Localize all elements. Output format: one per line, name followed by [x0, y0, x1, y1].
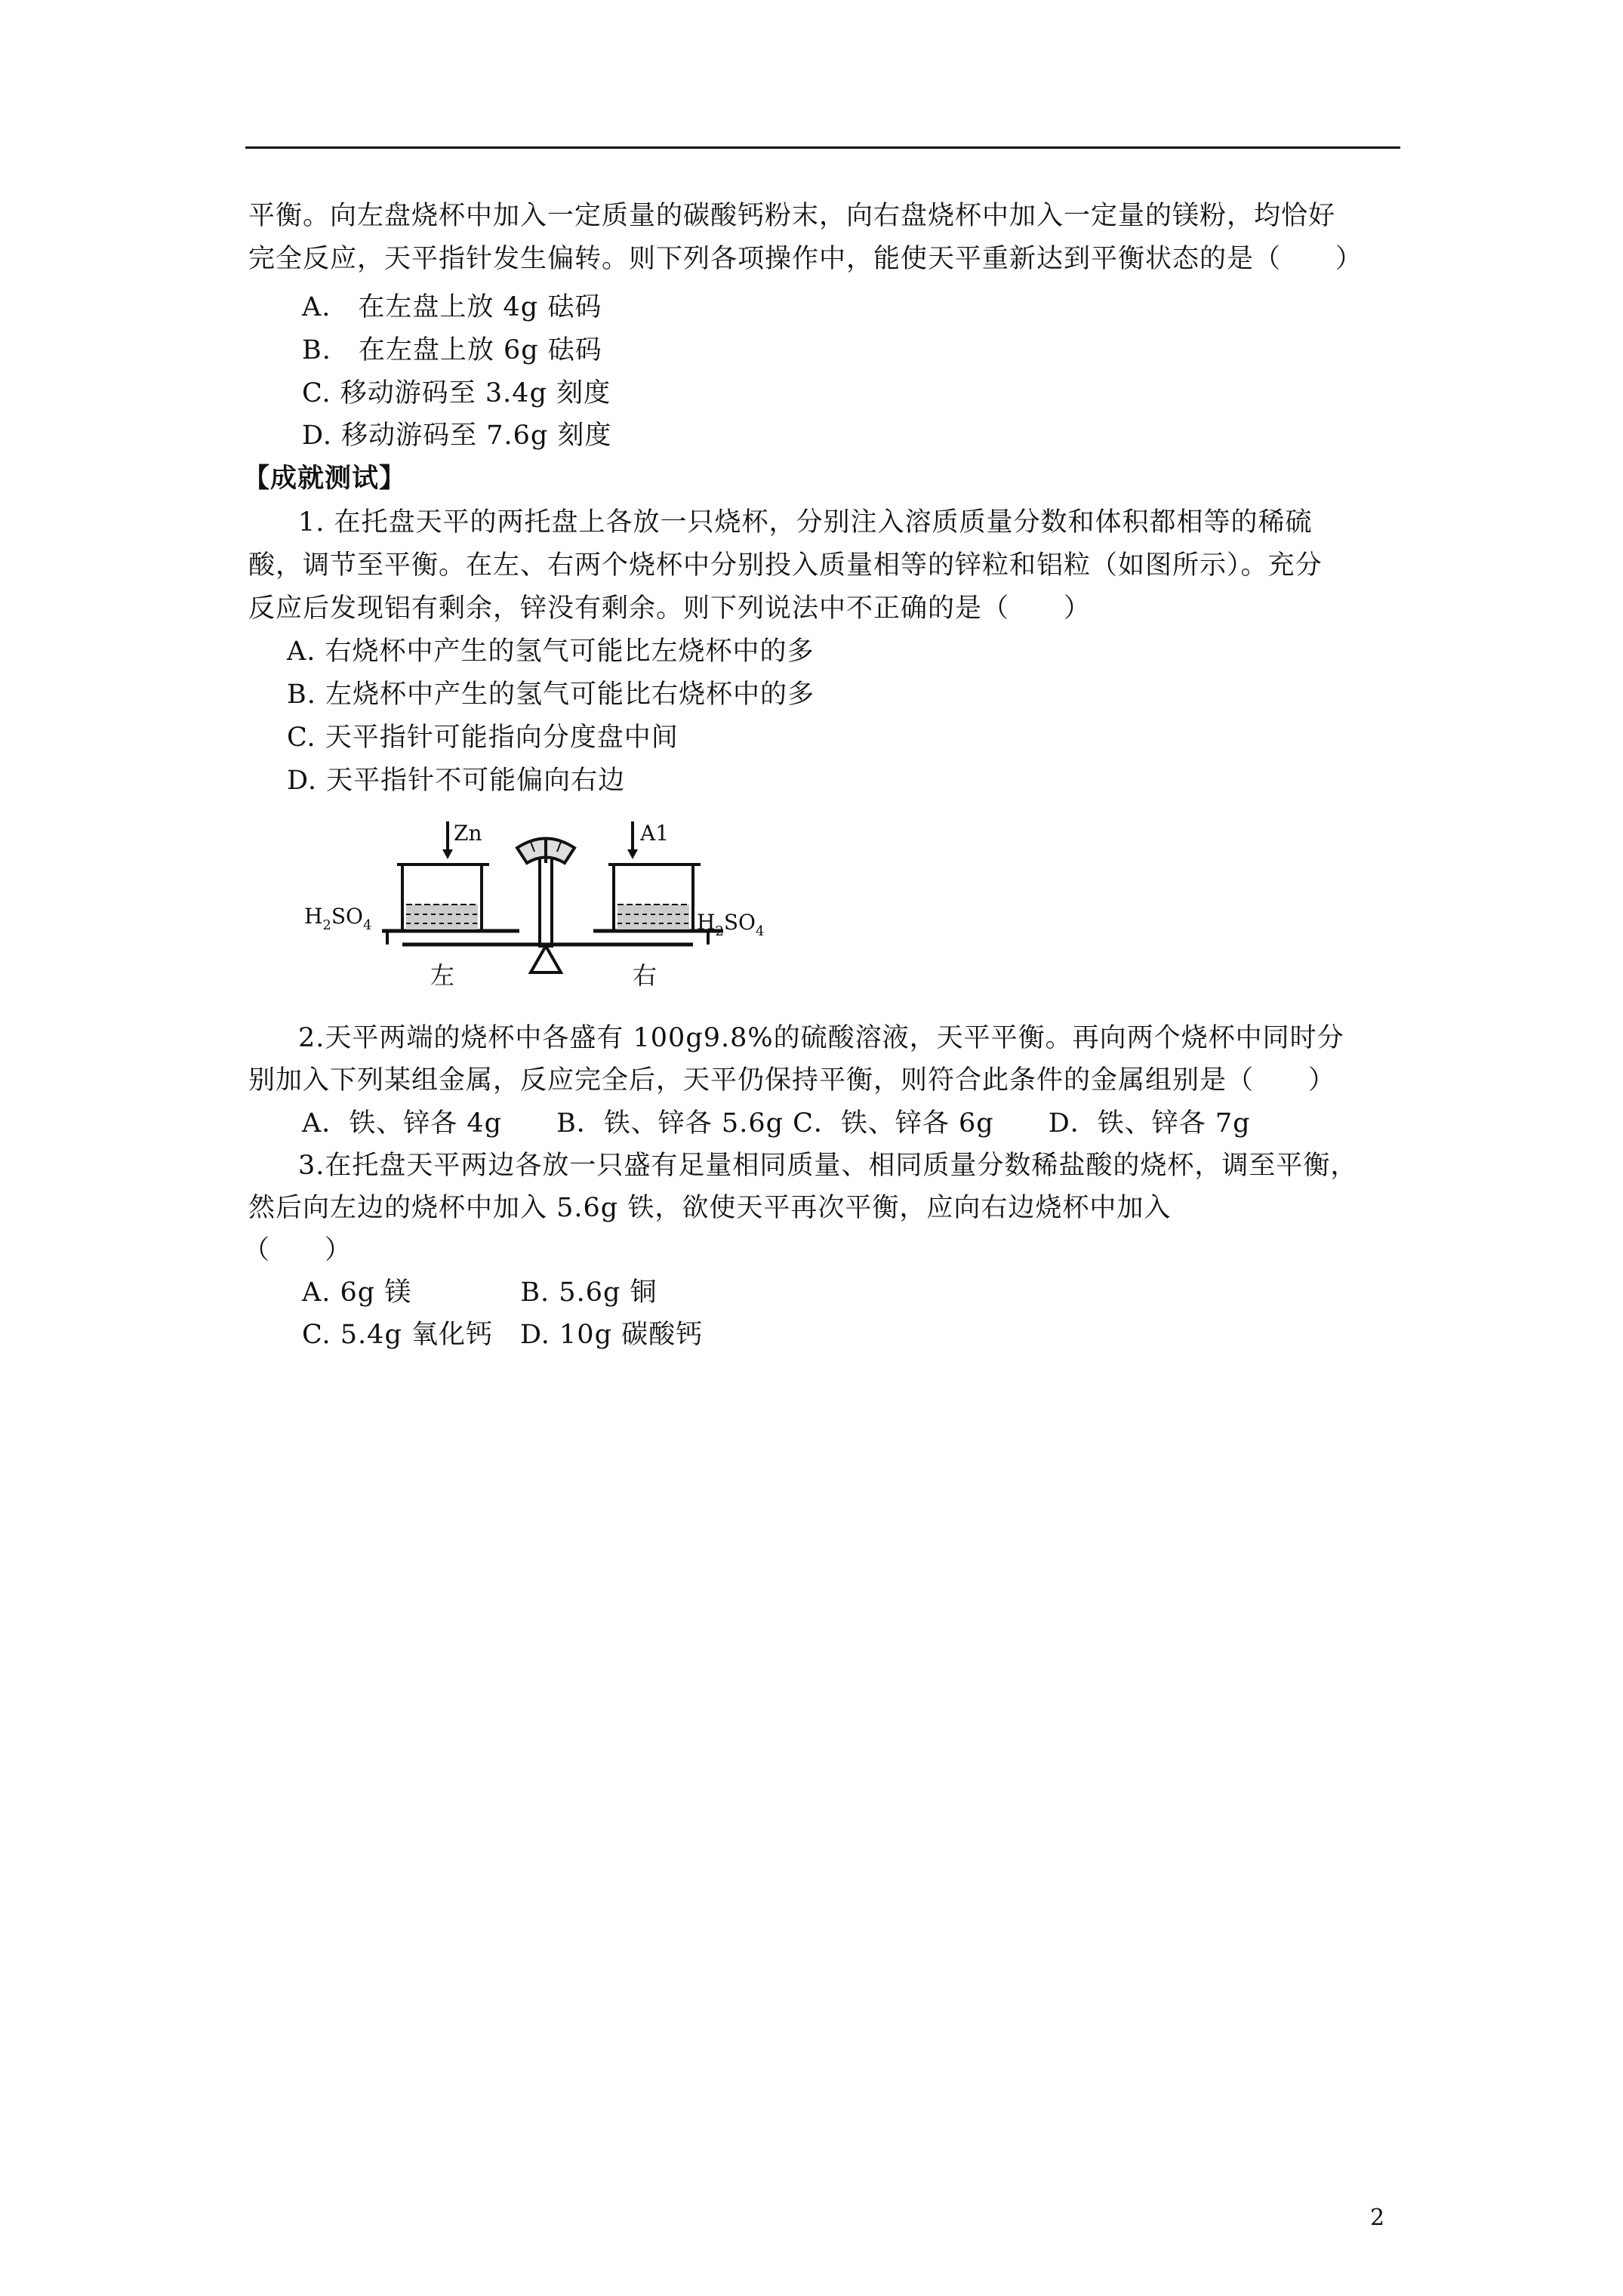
al-label: A1	[640, 821, 670, 846]
balance-diagram	[300, 818, 784, 995]
q-prev-line1: 平衡。向左盘烧杯中加入一定质量的碳酸钙粉末，向右盘烧杯中加入一定量的镁粉，均恰好	[248, 201, 1336, 231]
q-prev-option-c: C. 移动游码至 3.4g 刻度	[302, 378, 611, 408]
right-pan-label: 右	[633, 961, 658, 990]
q3-options-row2: C. 5.4g 氧化钙 D. 10g 碳酸钙	[302, 1320, 704, 1350]
q2-line1: 2.天平两端的烧杯中各盛有 100g9.8%的硫酸溶液，天平平衡。再向两个烧杯中同时分	[298, 1023, 1344, 1053]
q-prev-option-a: A. 在左盘上放 4g 砝码	[302, 292, 602, 322]
header-rule	[245, 146, 1400, 149]
q1-option-a: A. 右烧杯中产生的氢气可能比左烧杯中的多	[287, 636, 815, 667]
q-prev-option-d: D. 移动游码至 7.6g 刻度	[302, 421, 612, 451]
q1-option-b: B. 左烧杯中产生的氢气可能比右烧杯中的多	[287, 680, 815, 710]
q3-line3: （ ）	[243, 1235, 353, 1265]
acid-left-label: $H_2SO_4$	[304, 904, 372, 933]
q3-options-row1: A. 6g 镁 B. 5.6g 铜	[302, 1277, 658, 1308]
q3-line1: 3.在托盘天平两边各放一只盛有足量相同质量、相同质量分数稀盐酸的烧杯，调至平衡，	[298, 1151, 1358, 1181]
q3-line2: 然后向左边的烧杯中加入 5.6g 铁，欲使天平再次平衡，应向右边烧杯中加入	[248, 1193, 1172, 1223]
q1-option-c: C. 天平指针可能指向分度盘中间	[287, 723, 679, 753]
q2-options: A．铁、锌各 4g B．铁、锌各 5.6g C．铁、锌各 6g D．铁、锌各 7g	[302, 1108, 1251, 1139]
zn-label: Zn	[454, 821, 482, 846]
q2-line2: 别加入下列某组金属，反应完全后，天平仍保持平衡，则符合此条件的金属组别是（ ）	[248, 1065, 1336, 1096]
left-pan-label: 左	[430, 961, 455, 990]
q1-option-d: D. 天平指针不可能偏向右边	[287, 766, 626, 796]
acid-right-label: $H_2SO_4$	[697, 910, 765, 939]
q-prev-line2: 完全反应，天平指针发生偏转。则下列各项操作中，能使天平重新达到平衡状态的是（ ）	[248, 244, 1363, 274]
q1-line1: 1. 在托盘天平的两托盘上各放一只烧杯，分别注入溶质质量分数和体积都相等的稀硫	[298, 507, 1313, 538]
page-number: 2	[1370, 2205, 1385, 2231]
q1-line3: 反应后发现铝有剩余，锌没有剩余。则下列说法中不正确的是（ ）	[248, 593, 1092, 624]
q-prev-option-b: B. 在左盘上放 6g 砝码	[302, 335, 602, 365]
q1-line2: 酸，调节至平衡。在左、右两个烧杯中分别投入质量相等的锌粒和铝粒（如图所示）。充分	[248, 550, 1323, 581]
section-title: 【成就测试】	[243, 463, 407, 494]
